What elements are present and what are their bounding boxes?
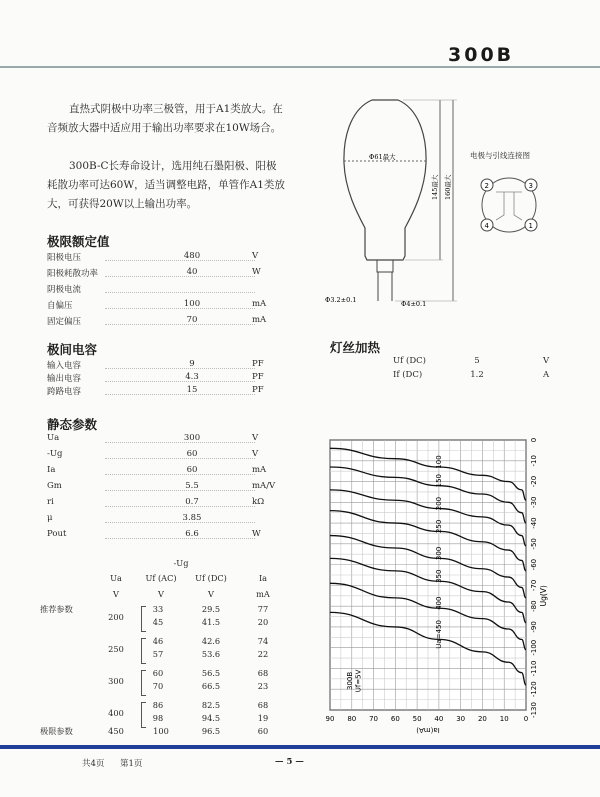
uf-dc-cell: 94.5	[201, 713, 221, 723]
footer-page: 第1页	[120, 759, 143, 769]
table-header: Uf (DC)	[195, 573, 227, 583]
static-row-label: ri	[47, 497, 54, 507]
filament-row-unit: A	[543, 370, 550, 380]
ia-cell: 77	[257, 604, 269, 614]
limit-cell: 450	[108, 726, 124, 736]
y-tick-label: -60	[530, 558, 538, 571]
capacitance-row	[47, 372, 272, 386]
static-row-label: μ	[47, 513, 53, 523]
x-tick-label: 0	[523, 715, 529, 723]
limits-row-value: 480	[183, 251, 201, 261]
model-title: 300B	[448, 44, 515, 66]
footer-bar	[0, 745, 600, 749]
table-header: Ia	[258, 573, 268, 583]
footer-total-pages: 共4页	[82, 759, 105, 769]
y-tick-label: 0	[530, 437, 538, 443]
capacitance-row-label: 输入电容	[47, 361, 82, 371]
table-header: Ua	[110, 573, 122, 583]
pin-label-1: 1	[528, 222, 533, 230]
capacitance-row-unit: PF	[252, 385, 264, 395]
uf-dc-cell: 29.5	[201, 604, 221, 614]
height-label-1: 145最大	[431, 174, 439, 200]
limits-row-value: 40	[186, 267, 198, 277]
limit-cell: 60	[257, 726, 269, 736]
static-row-unit: V	[252, 449, 259, 459]
limits-row-label: 阳极耗散功率	[47, 269, 99, 279]
static-row-value: 0.7	[185, 497, 199, 507]
pin-diagram-title: 电极与引线连接图	[470, 151, 530, 160]
static-row-value: 60	[186, 465, 198, 475]
limit-label: 极限参数	[40, 726, 73, 736]
limits-row-unit: mA	[252, 315, 267, 325]
uf-ac-cell: 46	[152, 636, 164, 646]
series-label: 150	[434, 474, 443, 488]
static-row-label: Ia	[47, 465, 56, 475]
filament-title: 灯丝加热	[330, 340, 381, 355]
ia-cell: 22	[257, 649, 269, 659]
static-row-unit: kΩ	[252, 497, 265, 507]
ia-cell: 19	[257, 713, 269, 723]
pin-connection-diagram	[474, 170, 544, 240]
capacitance-row-label: 输出电容	[47, 374, 82, 384]
uf-ac-cell: 33	[152, 604, 164, 614]
limits-row-value: 100	[183, 299, 201, 309]
footer-page-number: — 5 —	[275, 757, 304, 767]
x-tick-label: 60	[390, 715, 400, 723]
group-ua: 400	[108, 708, 124, 718]
ia-cell: 68	[257, 700, 269, 710]
static-row-value: 5.5	[185, 481, 199, 491]
capacitance-row-value: 9	[189, 359, 195, 369]
limits-row	[47, 283, 272, 297]
x-tick-label: 10	[499, 715, 509, 723]
static-row	[47, 465, 272, 479]
static-row-label: -Ug	[47, 449, 63, 459]
intro-paragraph-1: 直热式阴极中功率三极管，用于A1类放大。在音频放大器中适应用于输出功率要求在10W场合。	[47, 103, 283, 134]
series-label: 250	[434, 519, 443, 534]
pin-label-4: 4	[484, 222, 489, 230]
x-tick-label: 70	[369, 715, 379, 723]
uf-ac-cell: 86	[152, 700, 164, 710]
uf-dc-cell: 66.5	[201, 681, 221, 691]
header-rule	[0, 66, 600, 68]
limits-row-unit: W	[252, 267, 261, 277]
intro-paragraph-2: 300B-C长寿命设计，选用纯石墨阳极、阳极耗散功率可达60W，适当调整电路，单管作A1类放大，可获得20W以上输出功率。	[47, 160, 285, 210]
filament-row-unit: V	[543, 356, 550, 366]
tube-outline-diagram	[325, 88, 470, 313]
y-tick-label: -100	[530, 639, 538, 656]
series-label: 300	[434, 546, 443, 561]
uf-dc-cell: 41.5	[201, 617, 221, 627]
filament-row-label: If (DC)	[393, 370, 423, 380]
uf-ac-cell: 57	[152, 649, 164, 659]
capacitance-row-unit: PF	[252, 359, 264, 369]
limit-cell: 96.5	[201, 726, 221, 736]
group-ua: 200	[108, 612, 124, 622]
filament-row	[393, 370, 553, 384]
static-title: 静态参数	[47, 417, 98, 432]
capacitance-row	[47, 359, 272, 373]
y-tick-label: -130	[530, 702, 538, 718]
series-label: 350	[434, 569, 443, 583]
filament-row-label: Uf (DC)	[393, 356, 426, 366]
chart-annotation: Uf=5V	[354, 669, 363, 693]
limit-cell: 100	[153, 726, 169, 736]
static-row-value: 60	[186, 449, 198, 459]
limits-row-label: 阳极电压	[47, 253, 82, 263]
table-unit: mA	[256, 589, 270, 599]
tube-base	[377, 260, 393, 272]
static-row-unit: W	[252, 529, 261, 539]
x-tick-label: 20	[477, 715, 487, 723]
series-label: Ua=450	[434, 620, 443, 649]
series-label: 400	[434, 596, 443, 610]
y-tick-label: -70	[530, 579, 538, 592]
tube-envelope	[344, 100, 426, 260]
capacitance-title: 极间电容	[47, 342, 98, 357]
y-tick-label: -110	[530, 660, 538, 677]
limits-row-label: 固定偏压	[47, 317, 82, 327]
static-row-label: Gm	[47, 481, 62, 491]
capacitance-row-unit: PF	[252, 372, 264, 382]
capacitance-row-value: 4.3	[185, 372, 199, 382]
pin-label-2: 2	[484, 182, 489, 190]
dia-label: Φ61最大	[369, 153, 396, 161]
pin-dia-label-2: Φ4±0.1	[401, 300, 427, 308]
limits-row	[47, 267, 272, 281]
leader-dots	[105, 292, 255, 293]
x-tick-label: 30	[456, 715, 466, 723]
y-tick-label: -40	[530, 517, 538, 529]
y-tick-label: -90	[530, 621, 538, 633]
static-row	[47, 433, 272, 447]
limits-row-unit: V	[252, 251, 259, 261]
static-row-value: 300	[183, 433, 201, 443]
x-tick-label: 90	[325, 715, 335, 723]
ia-cell: 23	[257, 681, 269, 691]
table-unit: V	[158, 589, 164, 599]
y-tick-label: -30	[530, 496, 538, 509]
static-row-unit: V	[252, 433, 259, 443]
pin-label-3: 3	[528, 182, 533, 190]
ia-cell: 20	[257, 617, 269, 627]
y-axis-label: Ug(V)	[539, 585, 548, 607]
y-tick-label: -50	[530, 538, 538, 550]
limits-row-label: 自偏压	[47, 301, 73, 311]
table-header: Uf (AC)	[145, 573, 177, 583]
chart-annotation: 300B	[345, 671, 354, 691]
limits-row-unit: mA	[252, 299, 267, 309]
table-unit: V	[113, 589, 119, 599]
static-row	[47, 529, 272, 543]
limits-row	[47, 299, 272, 313]
static-row-label: Ua	[47, 433, 60, 443]
filament-row	[393, 356, 553, 370]
limits-row	[47, 315, 272, 329]
uf-dc-cell: 53.6	[201, 649, 221, 659]
y-tick-label: -80	[530, 600, 538, 612]
recommended-label: 推荐参数	[40, 604, 73, 614]
series-label: 100	[434, 455, 443, 469]
static-row	[47, 449, 272, 463]
y-tick-label: -20	[530, 475, 538, 488]
static-row	[47, 481, 276, 495]
filament-row-value: 5	[474, 356, 480, 366]
uf-ac-cell: 98	[152, 713, 164, 723]
capacitance-row-value: 15	[186, 385, 198, 395]
x-tick-label: 80	[347, 715, 357, 723]
uf-dc-cell: 42.6	[201, 636, 221, 646]
uf-dc-cell: 82.5	[201, 700, 221, 710]
uf-ac-cell: 45	[152, 617, 164, 627]
characteristic-chart	[318, 428, 550, 740]
ia-cell: 68	[257, 668, 269, 678]
series-label: 200	[434, 496, 443, 511]
capacitance-row-label: 跨路电容	[47, 387, 82, 397]
filament-row-value: 1.2	[470, 370, 484, 380]
x-tick-label: 40	[434, 715, 444, 723]
static-row-unit: mA/V	[252, 481, 276, 491]
uf-ac-cell: 70	[152, 681, 164, 691]
uf-ac-cell: 60	[152, 668, 164, 678]
table-unit: V	[208, 589, 214, 599]
limits-title: 极限额定值	[47, 234, 110, 249]
static-row-unit: mA	[252, 465, 267, 475]
limits-row	[47, 251, 272, 265]
static-row-value: 6.6	[185, 529, 199, 539]
static-row	[47, 513, 272, 527]
ia-cell: 74	[257, 636, 269, 646]
capacitance-row	[47, 385, 272, 399]
uf-dc-cell: 56.5	[201, 668, 221, 678]
x-axis-label: Ia(mA)	[416, 726, 440, 734]
ug-header: -Ug	[173, 558, 189, 568]
y-tick-label: -120	[530, 681, 538, 698]
y-tick-label: -10	[530, 455, 538, 467]
limits-row-label: 阴极电流	[47, 285, 82, 295]
x-tick-label: 50	[412, 715, 422, 723]
static-row	[47, 497, 272, 511]
static-row-value: 3.85	[182, 513, 202, 523]
group-ua: 300	[108, 676, 124, 686]
group-ua: 250	[108, 644, 124, 654]
height-label-2: 160最大	[444, 174, 452, 200]
limits-row-value: 70	[186, 315, 198, 325]
static-row-label: Pout	[47, 529, 67, 539]
pin-dia-label-1: Φ3.2±0.1	[325, 296, 357, 304]
